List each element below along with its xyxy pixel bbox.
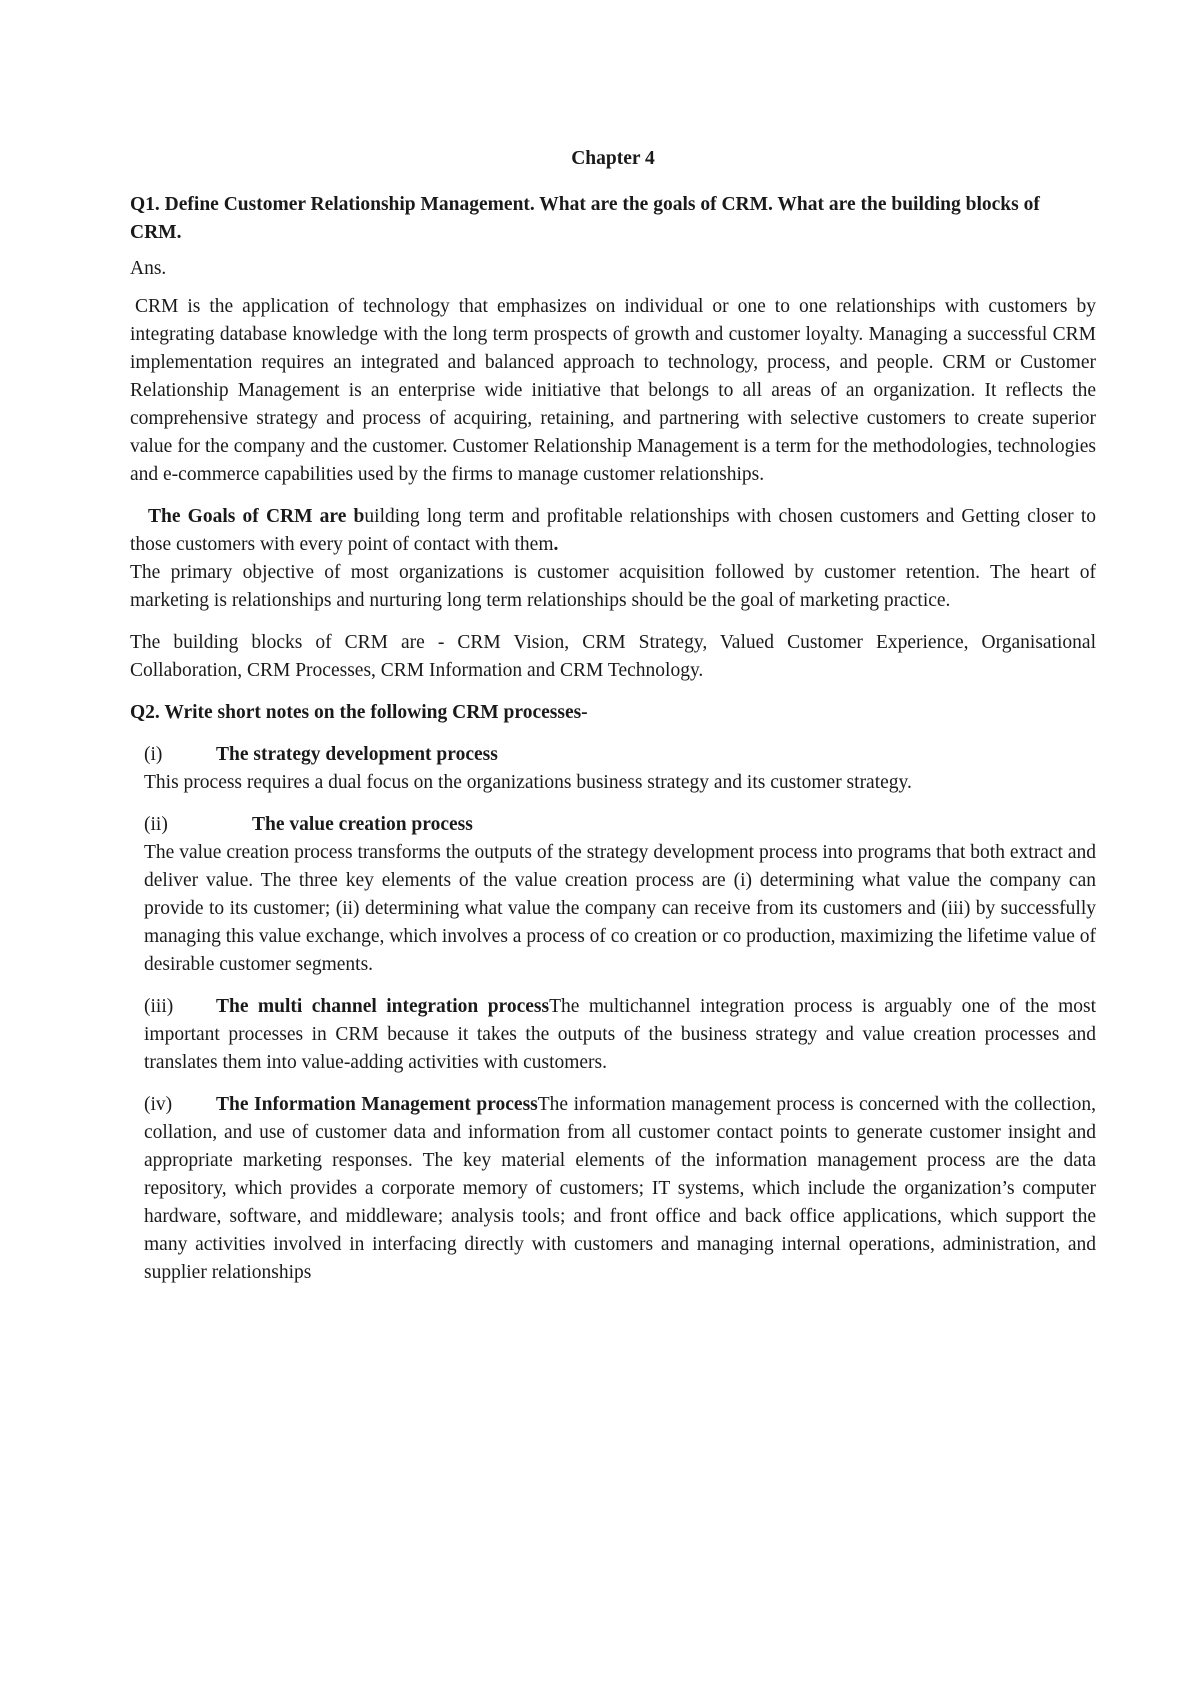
crm-goals-lead: The Goals of CRM are b [148,506,365,527]
process-item-value-creation [130,811,1096,979]
process-paragraph [144,1091,1096,1287]
process-number: (iv) [144,1094,173,1115]
crm-goals-end: . [553,534,559,555]
process-description: This process requires a dual focus on the organizations business strategy and its customer strategy. [144,772,912,793]
crm-building-blocks-paragraph: The building blocks of CRM are - CRM Vision, CRM Strategy, Valued Customer Experience, Organisational Collaboration, CRM Processes, CRM Information and CRM Technology. [130,632,1096,681]
process-title: The multi channel integration process [216,996,550,1017]
process-description: The value creation process transforms the outputs of the strategy development process into programs that both extract and deliver value. The three key elements of the value creation process are (i) determining what value the company can provide to its customer; (ii) determining what value the company can receive from its customers and (iii) by successfully managing this value exchange, which involves a process of co creation or co production, maximizing the lifetime value of desirable customer segments. [144,842,1096,975]
chapter-title: Chapter 4 [571,148,655,169]
crm-definition-paragraph [130,293,1096,489]
crm-definition-text: CRM is the application of technology that emphasizes on individual or one to one relationships with customers by integrating database knowledge with the long term prospects of growth and customer loyalty. Managing a successful CRM implementation requires an integrated and balanced approach to technology, process, and people. CRM or Customer Relationship Management is an enterprise wide initiative that belongs to all areas of an organization. It reflects the comprehensive strategy and process of acquiring, retaining, and partnering with selective customers to create superior value for the company and the customer. Customer Relationship Management is a term for the methodologies, technologies and e-commerce capabilities used by the firms to manage customer relationships. [130,296,1096,485]
document-page [130,145,1096,1301]
process-item-information-management [130,1091,1096,1287]
question-2: Q2. Write short notes on the following CRM processes- [130,702,588,723]
process-heading [144,741,1096,769]
process-paragraph [144,993,1096,1077]
crm-goals-text: uilding long term and profitable relationships with chosen customers and Getting closer to those customers with every point of contact with them [130,506,1096,555]
process-description: The information management process is concerned with the collection, collation, and use of customer data and information from all customer contact points to generate customer insight and appropriate marketing responses. The key material elements of the information management process are the data repository, which provides a corporate memory of customers; IT systems, which include the organization’s computer hardware, software, and middleware; analysis tools; and front office and back office applications, which support the many activities involved in interfacing directly with customers and managing internal operations, administration, and supplier relationships [144,1094,1096,1283]
process-title: The strategy development process [216,744,498,765]
process-heading [144,811,1096,839]
process-number: (iii) [144,996,174,1017]
crm-goals-paragraph [130,503,1096,559]
process-title: The value creation process [252,814,473,835]
process-item-strategy [130,741,1096,797]
process-description: The multichannel integration process is arguably one of the most important processes in CRM because it takes the outputs of the business strategy and value creation processes and translates them into value-adding activities with customers. [144,996,1096,1073]
process-item-multichannel [130,993,1096,1077]
process-number: (ii) [144,814,168,835]
process-number: (i) [144,744,163,765]
process-title: The Information Management process [216,1094,538,1115]
question-1: Q1. Define Customer Relationship Management. What are the goals of CRM. What are the building blocks of CRM. [130,194,1040,243]
answer-label: Ans. [130,258,167,279]
crm-objective-paragraph: The primary objective of most organizations is customer acquisition followed by customer retention. The heart of marketing is relationships and nurturing long term relationships should be the goal of marketing practice. [130,562,1096,611]
